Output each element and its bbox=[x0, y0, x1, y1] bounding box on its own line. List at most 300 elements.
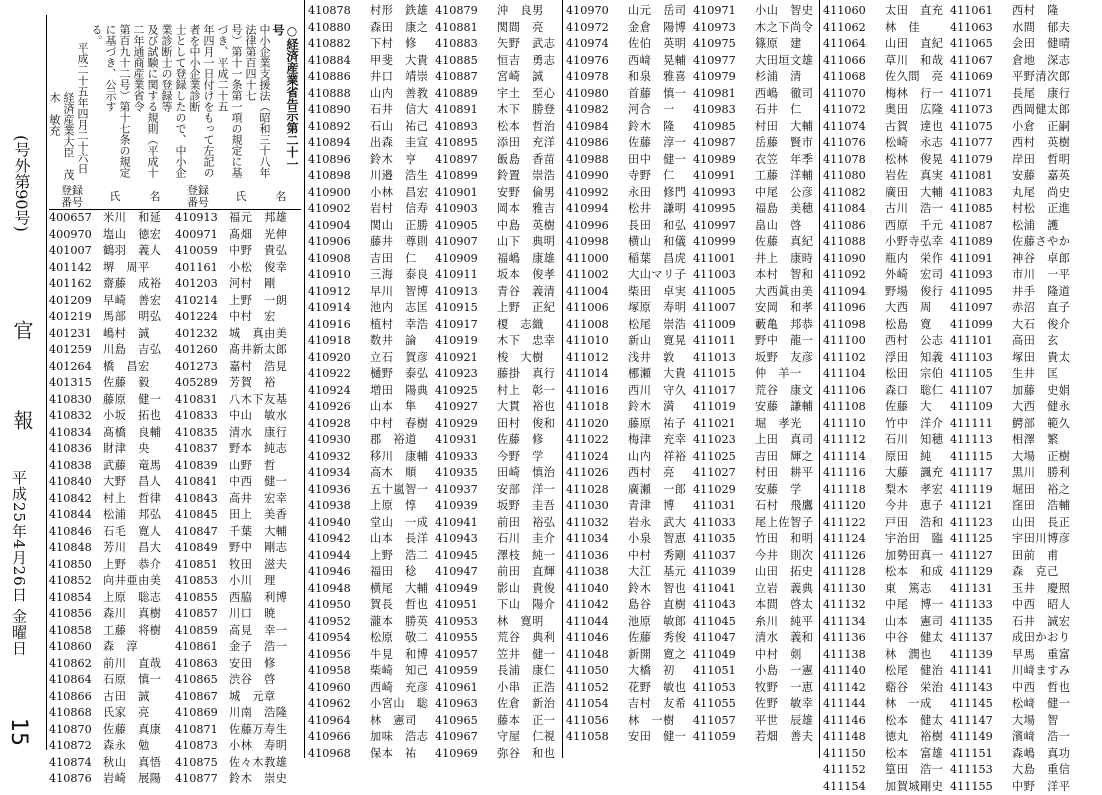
registrant-name: 糸川 純平 bbox=[753, 614, 820, 631]
registration-number: 411117 bbox=[950, 465, 1010, 482]
registry-row bbox=[49, 309, 301, 326]
registrant-name: 堂山 一成 bbox=[368, 515, 435, 532]
registry-row bbox=[823, 465, 1081, 482]
registrant-name: 木下 勝登 bbox=[495, 102, 562, 119]
registrant-name: 野場 俊行 bbox=[883, 284, 950, 301]
registrant-name: 石川 知穂 bbox=[883, 432, 950, 449]
registration-number: 410950 bbox=[308, 597, 368, 614]
registry-row bbox=[308, 119, 566, 136]
registration-number: 410864 bbox=[49, 672, 95, 689]
registrant-name: 篠原 建 bbox=[753, 36, 820, 53]
notice-signer: 経済産業大臣 茂木 敏充 bbox=[47, 24, 75, 180]
registry-row bbox=[566, 201, 824, 218]
registrant-name: 安田 修 bbox=[221, 656, 301, 673]
registry-row bbox=[566, 515, 824, 532]
registrant-name: 首藤 慎一 bbox=[626, 86, 693, 103]
registration-number: 410875 bbox=[175, 755, 221, 772]
registrant-name: 西嶋 徹司 bbox=[753, 86, 820, 103]
registry-row bbox=[49, 672, 301, 689]
registrant-name: 松原 敬二 bbox=[368, 630, 435, 647]
registry-row bbox=[308, 300, 566, 317]
registration-number: 410918 bbox=[308, 333, 368, 350]
registrant-name: 林 寛明 bbox=[495, 614, 562, 631]
registrant-name: 外崎 宏司 bbox=[883, 267, 950, 284]
registration-number: 410927 bbox=[435, 399, 495, 416]
registration-number: 411070 bbox=[823, 86, 883, 103]
registrant-name: 竹中 洋介 bbox=[883, 416, 950, 433]
registration-number: 411155 bbox=[950, 779, 1010, 795]
registrant-name: 加藤 史娟 bbox=[1010, 383, 1077, 400]
registry-row bbox=[308, 69, 566, 86]
registration-number: 411136 bbox=[823, 630, 883, 647]
registrant-name: 西川 守久 bbox=[626, 383, 693, 400]
registrant-name: 髙井新太郎 bbox=[221, 342, 301, 359]
registration-number: 410945 bbox=[435, 548, 495, 565]
registrant-name: 金子 浩一 bbox=[221, 639, 301, 656]
registration-number: 411009 bbox=[693, 317, 753, 334]
registrant-name: 中西 昭人 bbox=[1010, 597, 1077, 614]
registrant-name: 高田 玄 bbox=[1010, 333, 1077, 350]
registrant-name: 平野清次郎 bbox=[1010, 69, 1077, 86]
registration-number: 410831 bbox=[175, 392, 221, 409]
registrant-name: 森 克己 bbox=[1010, 564, 1077, 581]
registration-number: 411107 bbox=[950, 383, 1010, 400]
registry-row bbox=[49, 524, 301, 541]
header-label: 登録 bbox=[49, 185, 95, 197]
registry-row bbox=[308, 317, 566, 334]
registry-row bbox=[308, 20, 566, 37]
registrant-name: 岩崎 展陽 bbox=[95, 771, 175, 788]
registration-number: 410969 bbox=[435, 746, 495, 763]
registrant-name: 黒川 勝利 bbox=[1010, 465, 1077, 482]
registry-rows bbox=[49, 210, 301, 788]
registrant-name: 鰐部 範久 bbox=[1010, 416, 1077, 433]
registrant-name: 村田 大輔 bbox=[753, 119, 820, 136]
registration-number: 410882 bbox=[308, 36, 368, 53]
registrant-name: 岡本 雅吉 bbox=[495, 201, 562, 218]
registry-row bbox=[566, 399, 824, 416]
registrant-name: 小坂 拓也 bbox=[95, 408, 175, 425]
registration-number: 410978 bbox=[566, 69, 626, 86]
registration-number: 411076 bbox=[823, 135, 883, 152]
registration-number: 411078 bbox=[823, 152, 883, 169]
registry-rows bbox=[823, 3, 1081, 795]
registration-number: 411006 bbox=[566, 300, 626, 317]
registrant-name: 稲葉 昌虎 bbox=[626, 251, 693, 268]
registrant-name: 野中 龍一 bbox=[753, 333, 820, 350]
registrant-name: 向井亜由美 bbox=[95, 573, 175, 590]
registration-number: 410925 bbox=[435, 383, 495, 400]
registration-number: 410874 bbox=[49, 755, 95, 772]
column-rule bbox=[304, 0, 305, 758]
header-label: 氏 bbox=[236, 191, 247, 203]
registrant-name: 山田 長正 bbox=[1010, 515, 1077, 532]
registration-number: 410960 bbox=[308, 680, 368, 697]
registrant-name: 松本 富雄 bbox=[883, 746, 950, 763]
registrant-name: 中尾 博一 bbox=[883, 597, 950, 614]
registrant-name: 石井 仁 bbox=[753, 102, 820, 119]
registry-row bbox=[49, 260, 301, 277]
registration-number: 410854 bbox=[49, 590, 95, 607]
registration-number: 410848 bbox=[49, 540, 95, 557]
registrant-name: 林 憲司 bbox=[368, 713, 435, 730]
registration-number: 411044 bbox=[566, 614, 626, 631]
registrant-name: 横山 和儀 bbox=[626, 234, 693, 251]
registration-number: 411146 bbox=[823, 713, 883, 730]
registrant-name: 窪田 浩輔 bbox=[1010, 498, 1077, 515]
registration-number: 410990 bbox=[566, 168, 626, 185]
registrant-name: 佐藤 修 bbox=[495, 432, 562, 449]
registry-row bbox=[566, 432, 824, 449]
registrant-name: 衣笠 年季 bbox=[753, 152, 820, 169]
registration-number: 411062 bbox=[823, 20, 883, 37]
registration-number: 411100 bbox=[823, 333, 883, 350]
registrant-name: 中西 健一 bbox=[221, 474, 301, 491]
registrant-name: 平世 辰雄 bbox=[753, 713, 820, 730]
registrant-name: 花野 敏也 bbox=[626, 680, 693, 697]
registry-row bbox=[823, 515, 1081, 532]
registry-row bbox=[566, 251, 824, 268]
registry-row bbox=[823, 317, 1081, 334]
registrant-name: 篁田 浩一 bbox=[883, 762, 950, 779]
registration-number: 410899 bbox=[435, 168, 495, 185]
registry-row bbox=[566, 548, 824, 565]
registry-row bbox=[823, 152, 1081, 169]
registry-row bbox=[566, 102, 824, 119]
registrant-name: 山内 祥裕 bbox=[626, 449, 693, 466]
registration-number: 410938 bbox=[308, 498, 368, 515]
registration-number: 410910 bbox=[308, 267, 368, 284]
registration-number: 410916 bbox=[308, 317, 368, 334]
registrant-name: 松林 俊晃 bbox=[883, 152, 950, 169]
registration-number: 411096 bbox=[823, 300, 883, 317]
registrant-name: 鶴羽 義人 bbox=[95, 243, 175, 260]
notice-title: ○経済産業省告示第二十一号 bbox=[271, 24, 299, 180]
registration-number: 410900 bbox=[308, 185, 368, 202]
registration-number: 410904 bbox=[308, 218, 368, 235]
registry-row bbox=[566, 449, 824, 466]
registrant-name: 石毛 寛人 bbox=[95, 524, 175, 541]
registry-row bbox=[308, 201, 566, 218]
registration-number: 411124 bbox=[823, 531, 883, 548]
registration-number: 410919 bbox=[435, 333, 495, 350]
registration-number: 411094 bbox=[823, 284, 883, 301]
registration-number: 410940 bbox=[308, 515, 368, 532]
registrant-name: 若畑 善夫 bbox=[753, 729, 820, 746]
registrant-name: 安藤 謙輔 bbox=[753, 399, 820, 416]
registry-rows bbox=[566, 3, 824, 746]
registration-number: 411113 bbox=[950, 432, 1010, 449]
registry-row bbox=[566, 218, 824, 235]
registry-row bbox=[308, 333, 566, 350]
registrant-name: 鈴置 崇浩 bbox=[495, 168, 562, 185]
registration-number: 410954 bbox=[308, 630, 368, 647]
registration-number: 411134 bbox=[823, 614, 883, 631]
registration-number: 410890 bbox=[308, 102, 368, 119]
registration-number: 410840 bbox=[49, 474, 95, 491]
registration-number: 411143 bbox=[950, 680, 1010, 697]
registration-number: 410974 bbox=[566, 36, 626, 53]
registrant-name: 安岡 和孝 bbox=[753, 300, 820, 317]
registration-number: 410929 bbox=[435, 416, 495, 433]
registrant-name: 梅津 充幸 bbox=[626, 432, 693, 449]
registration-number: 410924 bbox=[308, 383, 368, 400]
registry-row bbox=[49, 210, 301, 227]
registration-number: 410970 bbox=[566, 3, 626, 20]
registrant-name: 小山 智史 bbox=[753, 3, 820, 20]
registry-row bbox=[308, 102, 566, 119]
registrant-name: 山田 拓史 bbox=[753, 564, 820, 581]
registrant-name: 芳川 昌大 bbox=[95, 540, 175, 557]
registration-number: 410881 bbox=[435, 20, 495, 37]
registrant-name: 宇田川博彦 bbox=[1010, 531, 1077, 548]
registration-number: 411041 bbox=[693, 581, 753, 598]
registrant-name: 安野 倫男 bbox=[495, 185, 562, 202]
registrant-name: 西村 隆 bbox=[1010, 3, 1077, 20]
registry-row bbox=[49, 293, 301, 310]
registration-number: 410887 bbox=[435, 69, 495, 86]
registration-number: 411120 bbox=[823, 498, 883, 515]
registrant-name: 佐々木教雄 bbox=[221, 755, 301, 772]
registration-number: 410880 bbox=[308, 20, 368, 37]
registrant-name: 本間 啓太 bbox=[753, 597, 820, 614]
registrant-name: 成田かおり bbox=[1010, 630, 1077, 647]
registration-number: 410871 bbox=[175, 722, 221, 739]
registration-number: 410972 bbox=[566, 20, 626, 37]
registrant-name: 米川 和延 bbox=[95, 210, 175, 227]
registrant-name: 丸尾 尚史 bbox=[1010, 185, 1077, 202]
registry-row bbox=[308, 729, 566, 746]
header-label: 名 bbox=[276, 191, 287, 203]
registration-number: 410857 bbox=[175, 606, 221, 623]
registry-row bbox=[308, 350, 566, 367]
registry-column-2 bbox=[308, 0, 566, 762]
reg-number-header bbox=[49, 184, 95, 209]
registry-row bbox=[566, 119, 824, 136]
registrant-name: 中村 剣 bbox=[753, 647, 820, 664]
registration-number: 411152 bbox=[823, 762, 883, 779]
registration-number: 410922 bbox=[308, 366, 368, 383]
registry-row bbox=[49, 722, 301, 739]
registry-row bbox=[823, 630, 1081, 647]
registration-number: 410946 bbox=[308, 564, 368, 581]
registrant-name: 川南 浩隆 bbox=[221, 705, 301, 722]
registrant-name: 澤枝 純一 bbox=[495, 548, 562, 565]
registry-row bbox=[308, 251, 566, 268]
registration-number: 411031 bbox=[693, 498, 753, 515]
registrant-name: 影山 貴俊 bbox=[495, 581, 562, 598]
registry-row bbox=[823, 36, 1081, 53]
registrant-name: 坂野 友彦 bbox=[753, 350, 820, 367]
registration-number: 410888 bbox=[308, 86, 368, 103]
registry-row bbox=[49, 375, 301, 392]
registration-number: 410889 bbox=[435, 86, 495, 103]
registry-row bbox=[308, 465, 566, 482]
registrant-name: 松浦 護 bbox=[1010, 218, 1077, 235]
registry-row bbox=[823, 53, 1081, 70]
registrant-name: 保本 祐 bbox=[368, 746, 435, 763]
registration-number: 410926 bbox=[308, 399, 368, 416]
registrant-name: 下村 修 bbox=[368, 36, 435, 53]
registration-number: 411106 bbox=[823, 383, 883, 400]
registration-number: 410996 bbox=[566, 218, 626, 235]
registrant-name: 荒谷 康文 bbox=[753, 383, 820, 400]
notice-line: 年四月一日付けをもって左記の者を中小企業診断 bbox=[187, 24, 215, 180]
registration-number: 410995 bbox=[693, 201, 753, 218]
registrant-name: 早川 智博 bbox=[368, 284, 435, 301]
column-rule bbox=[819, 0, 820, 758]
registration-number: 411108 bbox=[823, 399, 883, 416]
registry-row bbox=[566, 36, 824, 53]
registrant-name: 原田 純 bbox=[883, 449, 950, 466]
registry-row bbox=[566, 20, 824, 37]
registrant-name: 中尾 公彦 bbox=[753, 185, 820, 202]
registrant-name: 林 佳 bbox=[883, 20, 950, 37]
registry-row bbox=[566, 465, 824, 482]
registrant-name: 島谷 直樹 bbox=[626, 597, 693, 614]
registrant-name: 柴田 卓実 bbox=[626, 284, 693, 301]
registrant-name: 加勢田真一 bbox=[883, 548, 950, 565]
registry-row bbox=[308, 267, 566, 284]
registration-number: 410902 bbox=[308, 201, 368, 218]
registration-number: 411079 bbox=[950, 152, 1010, 169]
registry-row bbox=[308, 630, 566, 647]
registration-number: 411140 bbox=[823, 663, 883, 680]
registration-number: 410059 bbox=[175, 243, 221, 260]
registry-row bbox=[823, 663, 1081, 680]
registrant-name: 長尾 康行 bbox=[1010, 86, 1077, 103]
registrant-name: 大野 昌人 bbox=[95, 474, 175, 491]
registry-row bbox=[308, 86, 566, 103]
registration-number: 410838 bbox=[49, 458, 95, 475]
page-number: 15 bbox=[6, 718, 31, 746]
registrant-name: 塚田 貴太 bbox=[1010, 350, 1077, 367]
registrant-name: 西村 英樹 bbox=[1010, 135, 1077, 152]
registration-number: 411065 bbox=[950, 36, 1010, 53]
registrant-name: 佐久間 亮 bbox=[883, 69, 950, 86]
registry-row bbox=[823, 713, 1081, 730]
registration-number: 401209 bbox=[49, 293, 95, 310]
registry-row bbox=[566, 333, 824, 350]
registrant-name: 大西眞由美 bbox=[753, 284, 820, 301]
registrant-name: 甲斐 大貴 bbox=[368, 53, 435, 70]
registrant-name: 梅林 行一 bbox=[883, 86, 950, 103]
registration-number: 410837 bbox=[175, 441, 221, 458]
registrant-name: 塚原 寿明 bbox=[626, 300, 693, 317]
registry-row bbox=[823, 597, 1081, 614]
registration-number: 411036 bbox=[566, 548, 626, 565]
registry-row bbox=[566, 498, 824, 515]
registry-row bbox=[308, 498, 566, 515]
registrant-name: 岳藤 賢市 bbox=[753, 135, 820, 152]
registration-number: 410901 bbox=[435, 185, 495, 202]
registration-number: 401219 bbox=[49, 309, 95, 326]
registry-row bbox=[566, 564, 824, 581]
registry-row bbox=[49, 276, 301, 293]
registration-number: 410836 bbox=[49, 441, 95, 458]
registrant-name: 松﨑 健一 bbox=[1010, 696, 1077, 713]
registrant-name: 太田 直充 bbox=[883, 3, 950, 20]
registration-number: 410844 bbox=[49, 507, 95, 524]
registrant-name: 森嶋 真功 bbox=[1010, 746, 1077, 763]
registrant-name: 中村 秀剛 bbox=[626, 548, 693, 565]
registrant-name: 中野 洋平 bbox=[1010, 779, 1077, 795]
registrant-name: 上原 惇 bbox=[368, 498, 435, 515]
registration-number: 410951 bbox=[435, 597, 495, 614]
registrant-name: 牧野 一恵 bbox=[753, 680, 820, 697]
registration-number: 401224 bbox=[175, 309, 221, 326]
registry-row bbox=[49, 573, 301, 590]
registration-number: 410852 bbox=[49, 573, 95, 590]
registration-number: 411001 bbox=[693, 251, 753, 268]
registration-number: 411002 bbox=[566, 267, 626, 284]
registration-number: 410956 bbox=[308, 647, 368, 664]
registration-number: 411003 bbox=[693, 267, 753, 284]
registrant-name: 東 篤志 bbox=[883, 581, 950, 598]
registrant-name: 嶋村 誠 bbox=[95, 326, 175, 343]
registrant-name: 大貫 裕也 bbox=[495, 399, 562, 416]
registrant-name: 松浦 邦弘 bbox=[95, 507, 175, 524]
registrant-name: 村形 鉄雄 bbox=[368, 3, 435, 20]
registration-number: 410891 bbox=[435, 102, 495, 119]
registration-number: 411061 bbox=[950, 3, 1010, 20]
registrant-name: 梭 大樹 bbox=[495, 350, 562, 367]
registrant-name: 松本 哲治 bbox=[495, 119, 562, 136]
registrant-name: 移川 康輔 bbox=[368, 449, 435, 466]
notice-line: る。 bbox=[89, 24, 103, 180]
registry-row bbox=[308, 53, 566, 70]
registry-row bbox=[566, 729, 824, 746]
registrant-name: 小野寺弘幸 bbox=[883, 234, 950, 251]
registrant-name: 早馬 重富 bbox=[1010, 647, 1077, 664]
registration-number: 411037 bbox=[693, 548, 753, 565]
registration-number: 411035 bbox=[693, 531, 753, 548]
registry-row bbox=[308, 366, 566, 383]
registrant-name: 青谷 義清 bbox=[495, 284, 562, 301]
registration-number: 410941 bbox=[435, 515, 495, 532]
registration-number: 411040 bbox=[566, 581, 626, 598]
registry-row bbox=[823, 449, 1081, 466]
registrant-name: 佐倉 新治 bbox=[495, 696, 562, 713]
registrant-name: 下山 陽介 bbox=[495, 597, 562, 614]
registration-number: 411054 bbox=[566, 696, 626, 713]
registration-number: 410988 bbox=[566, 152, 626, 169]
registration-number: 411042 bbox=[566, 597, 626, 614]
registration-number: 410937 bbox=[435, 482, 495, 499]
registrant-name: 五十嵐智一 bbox=[368, 482, 435, 499]
registration-number: 411088 bbox=[823, 234, 883, 251]
registration-number: 401259 bbox=[49, 342, 95, 359]
registration-number: 411111 bbox=[950, 416, 1010, 433]
registrant-name: 谿谷 栄治 bbox=[883, 680, 950, 697]
registration-number: 410963 bbox=[435, 696, 495, 713]
registration-number: 411069 bbox=[950, 69, 1010, 86]
registry-row bbox=[566, 614, 824, 631]
registration-number: 410868 bbox=[49, 705, 95, 722]
registration-number: 401232 bbox=[175, 326, 221, 343]
registry-row bbox=[566, 482, 824, 499]
registrant-name: 村上 哲律 bbox=[95, 491, 175, 508]
registrant-name: 森田 康之 bbox=[368, 20, 435, 37]
registration-number: 410989 bbox=[693, 152, 753, 169]
registrant-name: 相澤 繁 bbox=[1010, 432, 1077, 449]
registration-number: 411148 bbox=[823, 729, 883, 746]
registry-row bbox=[49, 771, 301, 788]
registrant-name: 千葉 大輔 bbox=[221, 524, 301, 541]
registration-number: 411010 bbox=[566, 333, 626, 350]
registration-number: 411139 bbox=[950, 647, 1010, 664]
registry-column-1 bbox=[49, 184, 301, 788]
